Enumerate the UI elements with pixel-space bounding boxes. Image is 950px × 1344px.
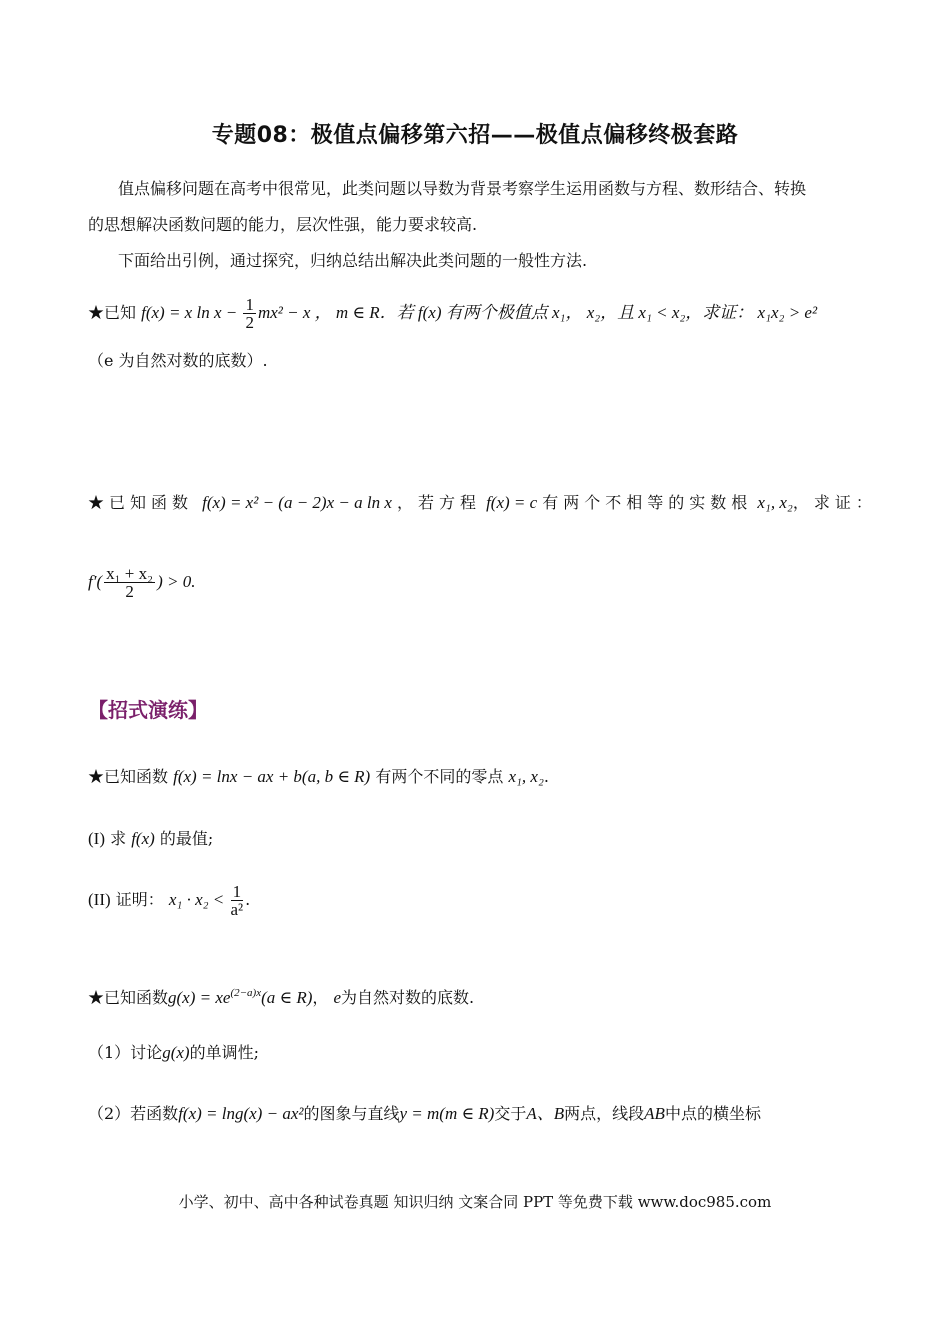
intro-line-3: 下面给出引例，通过探究，归纳总结出解决此类问题的一般性方法. <box>118 251 588 270</box>
exercise-4-part-2-text-a: （2）若函数 <box>88 1104 179 1123</box>
exercise-3-part-1-text-a: 求 <box>110 829 127 848</box>
intro-line-1: 值点偏移问题在高考中很常见，此类问题以导数为背景考察学生运用函数与方程、数形结合、转换 <box>118 179 807 198</box>
example-1-frac-den: 2 <box>245 313 254 332</box>
example-2-equation: f(x) = c <box>486 493 538 512</box>
example-1-function: f(x) = x ln x − <box>141 303 242 322</box>
exercise-3-part-1-label: (I) <box>88 829 105 848</box>
exercise-4 <box>88 982 474 1009</box>
exercise-3 <box>88 766 549 788</box>
example-1-fraction <box>243 296 256 331</box>
exercise-4-part-2-segment: AB <box>644 1104 665 1123</box>
exercise-3-frac-den: a² <box>230 900 244 919</box>
exercise-4-part-2-text-b: 的图象与直线 <box>303 1104 400 1123</box>
page-footer: 小学、初中、高中各种试卷真题 知识归纳 文案合同 PPT 等免费下载 www.doc985.com <box>178 1193 772 1211</box>
example-2-end: ，求证： <box>792 493 877 512</box>
example-2-function: f(x) = x² − (a − 2)x − a ln x <box>202 493 392 512</box>
exercise-3-part-2-end: . <box>245 890 251 909</box>
exercise-4-part-2-text-d: 两点，线段 <box>564 1104 645 1123</box>
example-2 <box>88 492 877 514</box>
example-2-frac-num: x₁ + x₂ <box>106 564 154 583</box>
exercise-3-frac-num: 1 <box>231 883 244 901</box>
example-2-prefix: ★已知函数 <box>88 493 194 512</box>
example-1-prefix: ★已知 <box>88 303 137 322</box>
intro-line-2: 的思想解决函数问题的能力，层次性强，能力要求较高. <box>88 215 478 234</box>
exercise-3-part-2-expr: x₁ · x₂ < <box>168 890 229 909</box>
exercise-4-part-1-text-b: 的单调性; <box>189 1043 259 1062</box>
example-2-mid: ，若方程 <box>396 493 481 512</box>
exercise-4-domain: (a ∈ R) <box>261 988 313 1007</box>
exercise-3-part-2-label: (II) <box>88 890 111 909</box>
exercise-3-end: . <box>543 767 549 786</box>
example-2-frac-den: 2 <box>125 582 134 601</box>
example-1-rest: mx² − x ， m ∈ R．若 f(x) 有两个极值点 x₁， x₂，且 x₁ < x₂，求证： x₁x₂ > e² <box>257 303 818 322</box>
example-2-rest: 有两个不相等的实数根 <box>542 493 753 512</box>
exercise-3-roots: x₁, x₂ <box>508 767 544 786</box>
exercise-4-part-2-line: y = m(m ∈ R) <box>399 1104 495 1123</box>
page-title: 专题08：极值点偏移第六招——极值点偏移终极套路 <box>211 123 739 148</box>
exercise-4-part-2-function: f(x) = lng(x) − ax² <box>178 1104 304 1123</box>
exercise-4-exponent: (2−a)x <box>230 987 262 999</box>
example-2-conclusion <box>88 565 195 600</box>
exercise-4-part-1 <box>88 1042 259 1064</box>
example-2-fraction <box>104 565 155 600</box>
exercise-4-prefix: ★已知函数 <box>88 988 169 1007</box>
exercise-4-part-2-text-e: 中点的横坐标 <box>664 1104 761 1123</box>
example-2-concl-pre: f′( <box>88 572 103 591</box>
exercise-4-function: g(x) = xe <box>168 988 231 1007</box>
exercise-3-fraction <box>231 883 244 918</box>
exercise-3-part-2-text: 证明： <box>115 890 164 909</box>
example-2-concl-post: ) > 0. <box>157 572 196 591</box>
example-1 <box>88 296 817 331</box>
exercise-4-part-2-text-c: 交于 <box>494 1104 527 1123</box>
exercise-3-rest: 有两个不同的零点 <box>375 767 504 786</box>
example-2-roots: x₁, x₂ <box>757 493 793 512</box>
example-1-note: （e 为自然对数的底数）. <box>88 351 268 370</box>
exercise-3-prefix: ★已知函数 <box>88 767 169 786</box>
exercise-4-part-1-function: g(x) <box>162 1043 190 1062</box>
exercise-3-part-1 <box>88 828 213 850</box>
exercise-4-part-2 <box>88 1103 761 1125</box>
exercise-3-part-1-text-b: 的最值; <box>159 829 214 848</box>
example-1-frac-num: 1 <box>245 295 254 314</box>
exercise-4-part-1-text-a: （1）讨论 <box>88 1043 163 1062</box>
exercise-4-e: e <box>333 988 342 1007</box>
exercise-3-function: f(x) = lnx − ax + b(a, b ∈ R) <box>173 767 371 786</box>
section-heading: 【招式演练】 <box>88 698 208 722</box>
exercise-4-mid: ， <box>312 988 329 1007</box>
exercise-4-rest: 为自然对数的底数. <box>341 988 475 1007</box>
exercise-4-part-2-points: A、B <box>526 1104 565 1123</box>
exercise-3-part-1-function: f(x) <box>131 829 155 848</box>
exercise-3-part-2 <box>88 883 250 918</box>
